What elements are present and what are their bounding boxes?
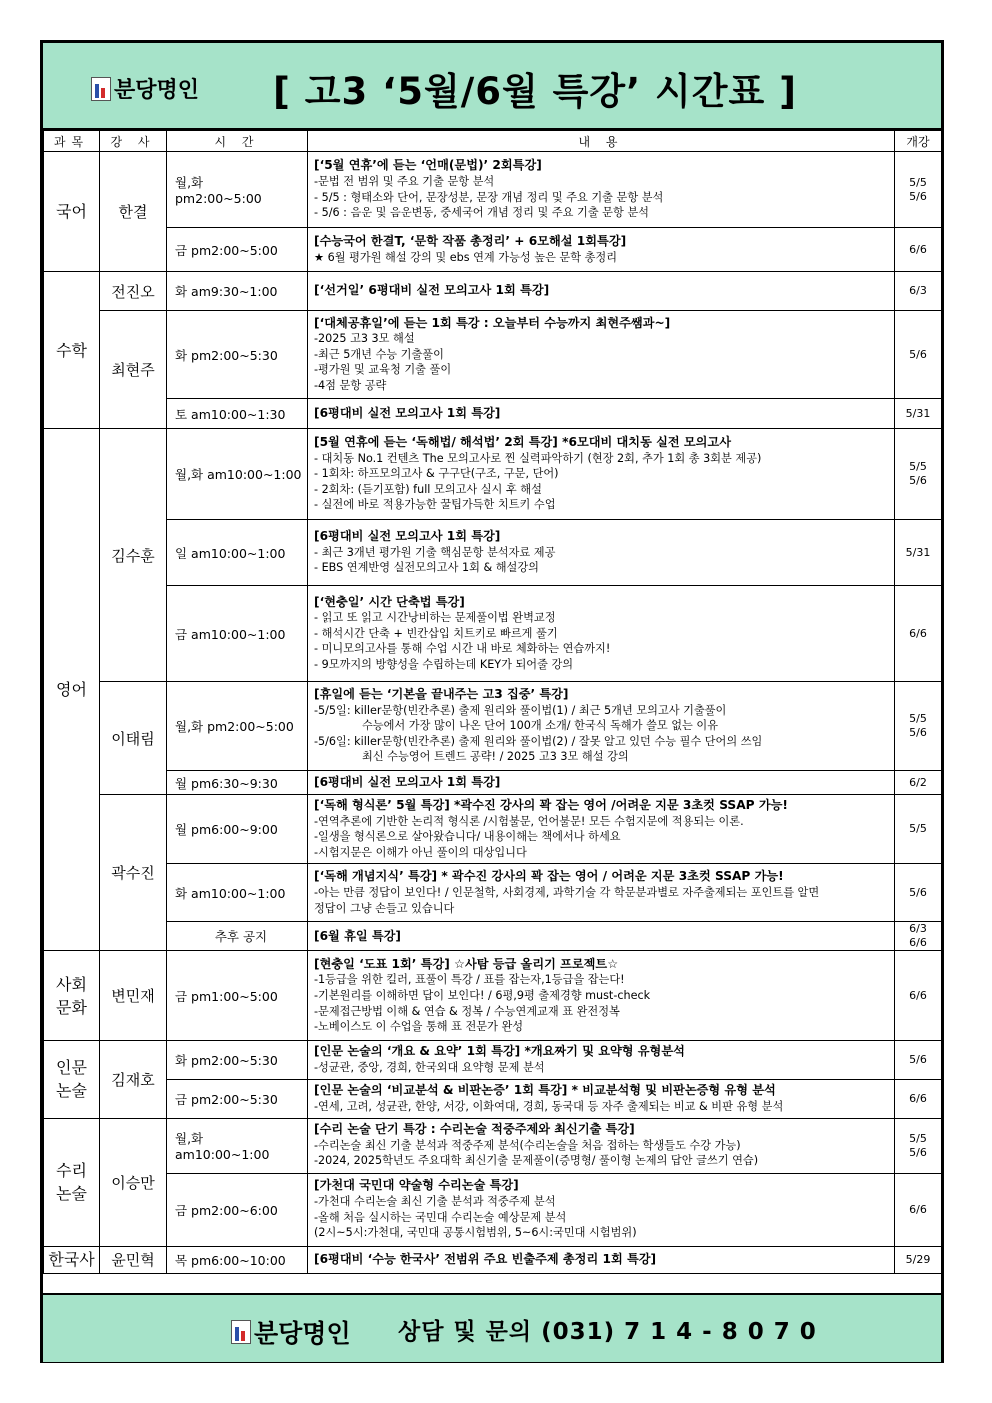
course-title: [‘선거일’ 6평대비 실전 모의고사 1회 특강] xyxy=(314,283,550,298)
subject-cell: 한국사 xyxy=(44,1246,100,1273)
time-line: am10:00~1:00 xyxy=(175,1147,270,1163)
time-cell xyxy=(167,1118,308,1173)
schedule-row xyxy=(44,922,942,951)
start-date: 6/6 xyxy=(909,626,927,640)
start-date-cell xyxy=(895,1041,942,1079)
time-cell xyxy=(167,922,308,951)
start-date: 6/6 xyxy=(909,1202,927,1216)
start-date: 6/2 xyxy=(909,775,927,789)
time-cell xyxy=(167,682,308,771)
start-date-cell xyxy=(895,228,942,272)
start-date-cell xyxy=(895,1173,942,1246)
start-date-cell xyxy=(895,429,942,520)
course-detail: -연세, 고려, 성균관, 한양, 서강, 이화여대, 경희, 동국대 등 자주 출제되는 비교 & 비판 유형 분석 xyxy=(314,1099,784,1113)
schedule-row xyxy=(44,311,942,399)
teacher-cell: 곽수진 xyxy=(100,795,167,951)
start-date: 5/5 xyxy=(909,1131,927,1145)
subject-cell: 국어 xyxy=(44,152,100,272)
start-date: 5/5 xyxy=(909,175,927,189)
schedule-row xyxy=(44,1246,942,1273)
subject-cell: 수리 논술 xyxy=(44,1118,100,1246)
course-detail: (2시~5시:가천대, 국민대 공통시험범위, 5~6시:국민대 시험범위) xyxy=(314,1226,637,1240)
schedule-row xyxy=(44,1041,942,1079)
schedule-row xyxy=(44,429,942,520)
content-cell xyxy=(308,951,895,1041)
content-cell xyxy=(308,520,895,586)
footer-logo-text: 분당명인 xyxy=(254,1319,351,1348)
time-line: 금 pm2:00~5:00 xyxy=(175,242,278,258)
teacher-cell: 김재호 xyxy=(100,1041,167,1118)
time-cell xyxy=(167,795,308,864)
course-title: [‘독해 개념지식’ 특강] * 곽수진 강사의 꽉 잡는 영어 / 어려운 지문 3초컷 SSAP 가능! xyxy=(314,869,784,884)
time-line: 월,화 pm2:00~5:00 xyxy=(175,719,294,734)
col-start-date: 개강 xyxy=(895,131,942,152)
teacher-cell: 한결 xyxy=(100,152,167,272)
start-date-cell xyxy=(895,864,942,922)
academy-logo-icon xyxy=(231,1320,251,1344)
academy-logo-icon xyxy=(91,77,111,101)
course-detail: -일생을 형식론으로 살아왔습니다/ 내용이해는 책에서나 하세요 xyxy=(314,830,621,844)
schedule-row xyxy=(44,272,942,311)
time-cell xyxy=(167,771,308,795)
start-date: 5/31 xyxy=(905,406,931,420)
start-date: 5/6 xyxy=(909,347,927,361)
col-content: 내 용 xyxy=(308,131,895,152)
course-detail: -2024, 2025학년도 주요대학 최신기출 문제풀이(증명형/ 풀이형 논제의 답안 글쓰기 연습) xyxy=(314,1154,759,1168)
time-cell xyxy=(167,228,308,272)
schedule-table xyxy=(43,130,942,1274)
time-line: 화 am10:00~1:00 xyxy=(175,885,286,901)
schedule-row xyxy=(44,520,942,586)
time-cell xyxy=(167,520,308,586)
course-title: [수능국어 한결T, ‘문학 작품 총정리’ + 6모해설 1회특강] xyxy=(314,233,627,248)
time-cell xyxy=(167,1246,308,1273)
schedule-row xyxy=(44,864,942,922)
course-title: [6평대비 ‘수능 한국사’ 전범위 주요 빈출주제 총정리 1회 특강] xyxy=(314,1251,657,1266)
course-detail: -최근 5개년 수능 기출풀이 xyxy=(314,347,444,361)
teacher-cell: 이승만 xyxy=(100,1118,167,1246)
course-detail: - 9모까지의 방향성을 수립하는데 KEY가 되어줄 강의 xyxy=(314,657,574,671)
course-detail: -문법 전 범위 및 주요 기출 문항 분석 xyxy=(314,174,495,188)
content-cell xyxy=(308,429,895,520)
content-cell xyxy=(308,795,895,864)
time-line: 화 pm2:00~5:30 xyxy=(175,1052,278,1068)
content-cell xyxy=(308,399,895,429)
time-cell xyxy=(167,429,308,520)
start-date-cell xyxy=(895,682,942,771)
start-date-cell xyxy=(895,272,942,311)
start-date-cell xyxy=(895,311,942,399)
schedule-row xyxy=(44,1079,942,1118)
course-detail: -5/5일: killer문항(빈칸추론) 출제 원리와 풀이법(1) / 최근 5개년 모의고사 기출풀이 xyxy=(314,703,727,717)
content-cell xyxy=(308,228,895,272)
time-line: pm2:00~5:00 xyxy=(175,191,262,206)
teacher-cell: 전진오 xyxy=(100,272,167,311)
content-cell xyxy=(308,771,895,795)
start-date-cell xyxy=(895,520,942,586)
schedule-row xyxy=(44,1118,942,1173)
course-detail: -가천대 수리논술 최신 기출 분석과 적중주제 분석 xyxy=(314,1194,556,1208)
start-date: 5/6 xyxy=(909,1145,927,1159)
time-line: 토 am10:00~1:30 xyxy=(175,406,286,422)
course-detail: -성균관, 중앙, 경희, 한국외대 요약형 문제 분석 xyxy=(314,1060,545,1074)
course-title: [‘현충일’ 시간 단축법 특강] xyxy=(314,594,465,609)
time-line: 월,화 xyxy=(175,175,204,190)
course-title: [6평대비 실전 모의고사 1회 특강] xyxy=(314,405,501,420)
subject-cell: 수학 xyxy=(44,272,100,429)
header-logo xyxy=(91,73,199,104)
start-date-cell xyxy=(895,399,942,429)
start-date-cell xyxy=(895,586,942,682)
course-detail: - 대치동 No.1 컨텐츠 The 모의고사로 찐 실력파악하기 (현장 2회, 추가 1회 총 3회분 제공) xyxy=(314,451,762,465)
subject-cell: 인문 논술 xyxy=(44,1041,100,1118)
course-title: [6평대비 실전 모의고사 1회 특강] xyxy=(314,529,501,544)
start-date: 5/6 xyxy=(909,189,927,203)
start-date-cell xyxy=(895,771,942,795)
course-detail: -2025 고3 3모 해설 xyxy=(314,332,415,346)
col-time: 시 간 xyxy=(167,131,308,152)
course-detail: - 미니모의고사를 통해 수업 시간 내 바로 체화하는 연습까지! xyxy=(314,642,611,656)
time-cell xyxy=(167,1041,308,1079)
contact-info: 상담 및 문의 (031) 7 1 4 - 8 0 7 0 xyxy=(398,1319,817,1345)
time-cell xyxy=(167,864,308,922)
time-line: 일 am10:00~1:00 xyxy=(175,545,286,561)
content-cell xyxy=(308,152,895,228)
teacher-cell: 김수훈 xyxy=(100,429,167,682)
start-date: 6/6 xyxy=(909,936,927,950)
teacher-cell: 최현주 xyxy=(100,311,167,429)
page-title: [ 고3 ‘5월/6월 특강’ 시간표 ] xyxy=(273,70,798,113)
col-teacher: 강 사 xyxy=(100,131,167,152)
content-cell xyxy=(308,1246,895,1273)
time-line: 화 pm2:00~5:30 xyxy=(175,347,278,363)
header-band xyxy=(43,43,941,130)
time-line: 금 am10:00~1:00 xyxy=(175,626,286,642)
subject-cell: 영어 xyxy=(44,429,100,951)
start-date: 5/5 xyxy=(909,822,927,836)
content-cell xyxy=(308,1173,895,1246)
course-title: [‘독해 형식론’ 5월 특강] *곽수진 강사의 꽉 잡는 영어 /어려운 지문 3초컷 SSAP 가능! xyxy=(314,798,788,812)
course-detail: 수능에서 가장 많이 나온 단어 100개 소개/ 한국식 독해가 쓸모 없는 이유 xyxy=(362,719,719,733)
schedule-frame xyxy=(40,40,944,1363)
start-date: 6/6 xyxy=(909,988,927,1002)
course-detail: -시험지문은 이해가 아닌 풀이의 대상입니다 xyxy=(314,845,527,859)
course-detail: -수리논술 최신 기출 분석과 적중주제 분석(수리논술을 처음 접하는 학생들도 수강 가능) xyxy=(314,1138,741,1152)
course-detail: -5/6일: killer문항(빈칸추론) 출제 원리와 풀이법(2) / 잘못 알고 있던 수능 필수 단어의 쓰임 xyxy=(314,734,763,748)
start-date: 5/5 xyxy=(909,460,927,473)
schedule-row xyxy=(44,795,942,864)
course-detail: 최신 수능영어 트렌드 공략! / 2025 고3 3모 해설 강의 xyxy=(362,750,629,764)
start-date: 6/6 xyxy=(909,242,927,256)
schedule-row xyxy=(44,951,942,1041)
course-title: [6월 휴일 특강] xyxy=(314,928,401,943)
teacher-cell: 윤민혁 xyxy=(100,1246,167,1273)
time-cell xyxy=(167,272,308,311)
start-date: 5/6 xyxy=(909,726,927,739)
course-title: [휴일에 듣는 ‘기본을 끝내주는 고3 집중’ 특강] xyxy=(314,687,569,702)
start-date-cell xyxy=(895,1079,942,1118)
time-line: 월 pm6:30~9:30 xyxy=(175,775,278,791)
schedule-row xyxy=(44,152,942,228)
course-title: [인문 논술의 ‘비교분석 & 비판논증’ 1회 특강] * 비교분석형 및 비판논증형 유형 분석 xyxy=(314,1082,776,1097)
course-title: [5월 연휴에 듣는 ‘독해법/ 해석법’ 2회 특강] *6모대비 대치동 실전 모의고사 xyxy=(314,435,731,450)
content-cell xyxy=(308,1079,895,1118)
time-cell xyxy=(167,1079,308,1118)
course-detail: - 실전에 바로 적용가능한 꿀팁가득한 치트키 수업 xyxy=(314,498,556,512)
start-date: 6/6 xyxy=(909,1091,927,1105)
course-detail: -올해 처음 실시하는 국민대 수리논술 예상문제 분석 xyxy=(314,1210,567,1224)
course-detail: -문제접근방법 이해 & 연습 & 정복 / 수능연계교재 표 완전정복 xyxy=(314,1004,620,1018)
time-line: 금 pm1:00~5:00 xyxy=(175,988,278,1004)
course-detail: -아는 만큼 정답이 보인다! / 인문철학, 사회경제, 과학기술 각 학문분과별로 자주출제되는 포인트를 알면 xyxy=(314,886,820,900)
start-date: 5/29 xyxy=(905,1252,931,1266)
content-cell xyxy=(308,1118,895,1173)
course-detail: - 해석시간 단축 + 빈칸삽입 치트키로 빠르게 풀기 xyxy=(314,626,558,640)
course-detail: - 최근 3개년 평가원 기출 핵심문항 분석자료 제공 xyxy=(314,545,556,559)
time-cell xyxy=(167,399,308,429)
start-date-cell xyxy=(895,152,942,228)
start-date: 5/5 xyxy=(909,712,927,725)
time-cell xyxy=(167,152,308,228)
course-detail: - 읽고 또 읽고 시간낭비하는 문제풀이법 완벽교정 xyxy=(314,611,556,625)
content-cell xyxy=(308,682,895,771)
course-detail: -1등급을 위한 킬러, 표풀이 특강 / 표를 잡는자,1등급을 잡는다! xyxy=(314,973,625,987)
content-cell xyxy=(308,1041,895,1079)
time-line: 추후 공지 xyxy=(214,929,268,945)
course-detail: -평가원 및 교육청 기출 풀이 xyxy=(314,363,452,377)
start-date-cell xyxy=(895,922,942,951)
time-line: 월 pm6:00~9:00 xyxy=(175,822,278,838)
schedule-row xyxy=(44,771,942,795)
time-line: 목 pm6:00~10:00 xyxy=(175,1252,286,1268)
start-date: 5/6 xyxy=(909,474,927,487)
time-cell xyxy=(167,951,308,1041)
course-title: [인문 논술의 ‘개요 & 요약’ 1회 특강] *개요짜기 및 요약형 유형분석 xyxy=(314,1044,685,1059)
footer-band xyxy=(43,1293,941,1362)
start-date-cell xyxy=(895,1246,942,1273)
start-date: 5/6 xyxy=(909,885,927,899)
footer-logo xyxy=(231,1314,351,1350)
teacher-cell: 변민재 xyxy=(100,951,167,1041)
subject-cell: 사회 문화 xyxy=(44,951,100,1041)
start-date: 6/3 xyxy=(909,284,927,297)
course-detail: 정답이 그냥 손들고 있습니다 xyxy=(314,901,455,915)
course-detail: -연역추론에 기반한 논리적 형식론 /시험불문, 언어불문! 모든 수험지문에 적용되는 이론. xyxy=(314,814,744,828)
time-line: 금 pm2:00~6:00 xyxy=(175,1202,278,1218)
course-title: [수리 논술 단기 특강 : 수리논술 적중주제와 최신기출 특강] xyxy=(314,1122,635,1137)
schedule-row xyxy=(44,682,942,771)
content-cell xyxy=(308,864,895,922)
course-detail: -기본원리를 이해하면 답이 보인다! / 6평,9평 출제경향 must-check xyxy=(314,989,651,1003)
time-line: 월,화 xyxy=(175,1131,204,1147)
course-detail: -노베이스도 이 수업을 통해 표 전문가 완성 xyxy=(314,1020,524,1034)
col-subject: 과목 xyxy=(44,131,100,152)
time-line: 월,화 am10:00~1:00 xyxy=(175,467,302,482)
course-detail: - 1회차: 하프모의고사 & 구구단(구조, 구문, 단어) xyxy=(314,467,559,481)
course-title: [‘대체공휴일’에 듣는 1회 특강 : 오늘부터 수능까지 최현주쌤과~] xyxy=(314,315,671,330)
teacher-cell: 이태림 xyxy=(100,682,167,795)
schedule-row xyxy=(44,586,942,682)
time-line: 화 am9:30~1:00 xyxy=(175,284,278,299)
content-cell xyxy=(308,922,895,951)
time-cell xyxy=(167,311,308,399)
course-detail: ★ 6월 평가원 해설 강의 및 ebs 연계 가능성 높은 문학 총정리 xyxy=(314,250,618,264)
course-title: [가천대 국민대 약술형 수리논술 특강] xyxy=(314,1178,519,1193)
content-cell xyxy=(308,311,895,399)
time-line: 금 pm2:00~5:30 xyxy=(175,1091,278,1107)
start-date-cell xyxy=(895,951,942,1041)
course-title: [현충일 ‘도표 1회’ 특강] ☆사탐 등급 올리기 프로젝트☆ xyxy=(314,956,619,971)
course-detail: - 5/6 : 음운 및 음운변동, 중세국어 개념 정리 및 주요 기출 문항 분석 xyxy=(314,206,649,220)
course-detail: -4점 문항 공략 xyxy=(314,378,387,392)
course-detail: - EBS 연계반영 실전모의고사 1회 & 해설강의 xyxy=(314,561,539,575)
schedule-row xyxy=(44,228,942,272)
content-cell xyxy=(308,586,895,682)
time-cell xyxy=(167,586,308,682)
content-cell xyxy=(308,272,895,311)
course-title: [6평대비 실전 모의고사 1회 특강] xyxy=(314,774,501,789)
start-date-cell xyxy=(895,795,942,864)
time-cell xyxy=(167,1173,308,1246)
start-date: 5/31 xyxy=(905,545,931,559)
header-logo-text: 분당명인 xyxy=(114,78,200,103)
start-date: 6/3 xyxy=(909,922,927,936)
course-title: [‘5월 연휴’에 듣는 ‘언매(문법)’ 2회특강] xyxy=(314,158,542,173)
schedule-row xyxy=(44,399,942,429)
start-date: 5/6 xyxy=(909,1052,927,1066)
column-header-row xyxy=(44,131,942,152)
course-detail: - 2회차: (듣기포함) full 모의고사 실시 후 해설 xyxy=(314,482,542,496)
schedule-row xyxy=(44,1173,942,1246)
start-date-cell xyxy=(895,1118,942,1173)
course-detail: - 5/5 : 형태소와 단어, 문장성분, 문장 개념 정리 및 주요 기출 문항 분석 xyxy=(314,190,664,204)
